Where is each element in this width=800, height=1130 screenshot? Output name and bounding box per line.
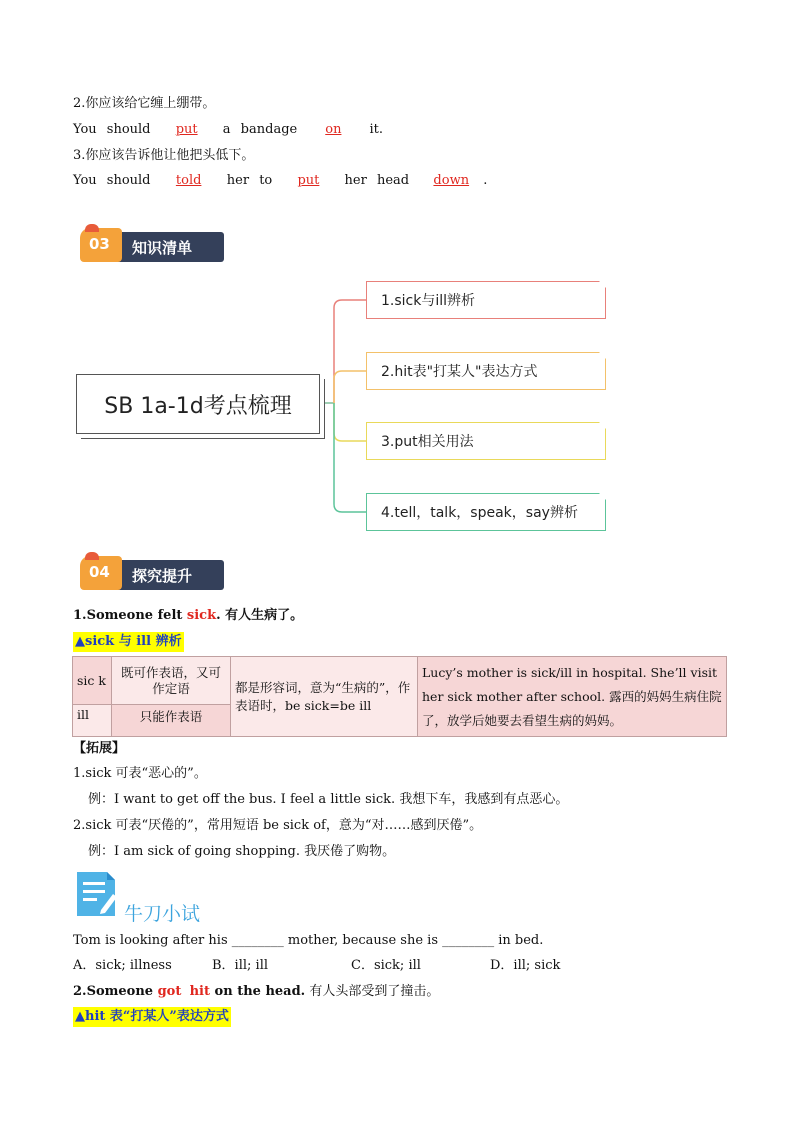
q3-chinese: 3.你应该告诉他让他把头低下。 <box>73 148 255 163</box>
mindmap-node-1: 1.sick与ill辨析 <box>366 281 606 319</box>
table-cell: 都是形容词，意为“生病的”，作表语时，be sick=be ill <box>231 657 418 737</box>
subheading-hit: ▲hit 表“打某人”表达方式 <box>73 1007 231 1027</box>
section-number: 04 <box>89 563 110 581</box>
option-c: C．sick; ill <box>351 958 421 973</box>
section-number: 03 <box>89 235 110 253</box>
table-cell: Lucy’s mother is sick/ill in hospital. She’ll visit her sick mother after school. 露西的妈妈生病住院了，放学后她要去看望生病的妈妈。 <box>418 657 727 737</box>
section-title: 探究提升 <box>132 567 193 585</box>
section-title: 知识清单 <box>132 239 193 257</box>
section-banner-04 <box>80 556 224 590</box>
expand-line-2: 例：I want to get off the bus. I feel a little sick. 我想下车，我感到有点恶心。 <box>88 792 569 807</box>
point-2-heading: 2.Someone got hit on the head. 有人头部受到了撞击。 <box>73 984 440 999</box>
option-d: D．ill; sick <box>490 958 561 973</box>
mindmap-node-2: 2.hit表"打某人"表达方式 <box>366 352 606 390</box>
table-cell: ill <box>73 705 112 737</box>
practice-question: Tom is looking after his ________ mother, because she is ________ in bed. <box>73 933 544 948</box>
mindmap-node-3: 3.put相关用法 <box>366 422 606 460</box>
connector-line <box>334 300 366 403</box>
connector-line <box>334 403 366 512</box>
mindmap-node-4: 4.tell，talk，speak，say辨析 <box>366 493 606 531</box>
expand-title: 【拓展】 <box>73 741 126 756</box>
answer-blank: told <box>175 173 202 188</box>
subheading-sick-ill: ▲sick 与 ill 辨析 <box>73 632 184 652</box>
q2-english: You should put a bandage on it. <box>73 120 383 140</box>
practice-title: 牛刀小试 <box>124 903 201 925</box>
answer-blank: put <box>175 122 198 137</box>
answer-blank: down <box>433 173 470 188</box>
table-cell: 既可作表语，又可作定语 <box>112 657 231 705</box>
option-b: B．ill; ill <box>212 958 269 973</box>
comparison-table <box>72 656 727 737</box>
connector-line <box>334 371 366 403</box>
option-a: A．sick; illness <box>73 958 172 973</box>
table-cell: 只能作表语 <box>112 705 231 737</box>
q3-english: You should told her to put her head down . <box>73 171 487 191</box>
q2-chinese: 2.你应该给它缠上绷带。 <box>73 96 216 111</box>
table-cell: sic k <box>73 657 112 705</box>
expand-line-4: 例：I am sick of going shopping. 我厌倦了购物。 <box>88 844 396 859</box>
point-1-heading: 1.Someone felt sick. 有人生病了。 <box>73 608 304 623</box>
expand-line-3: 2.sick 可表“厌倦的”，常用短语 be sick of，意为“对……感到厌倦”。 <box>73 818 483 833</box>
notepad-icon <box>75 870 119 918</box>
answer-blank: on <box>325 122 342 137</box>
expand-line-1: 1.sick 可表“恶心的”。 <box>73 766 207 781</box>
answer-blank: put <box>297 173 320 188</box>
connector-line <box>334 403 366 441</box>
mindmap-root: SB 1a-1d考点梳理 <box>76 374 320 434</box>
